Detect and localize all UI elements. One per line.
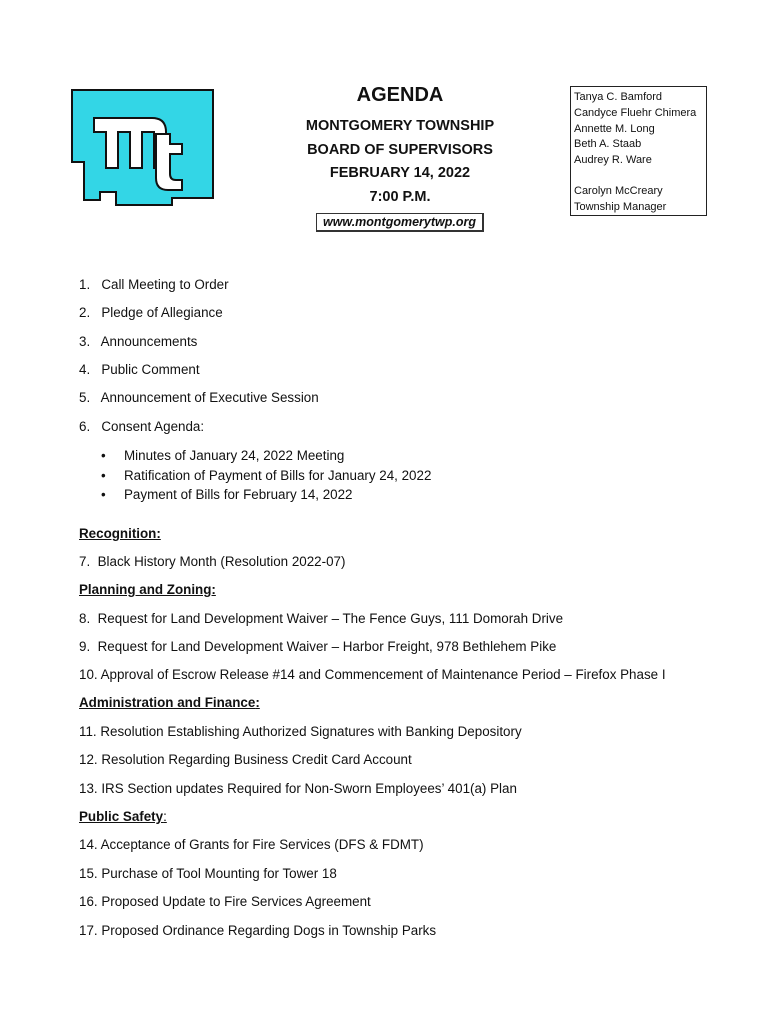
agenda-item: 2. Pledge of Allegiance xyxy=(79,305,223,320)
agenda-item: 10. Approval of Escrow Release #14 and Commencement of Maintenance Period – Firefox Phase I xyxy=(79,667,666,682)
supervisor-name: Tanya C. Bamford xyxy=(574,91,663,103)
meeting-time: 7:00 P.M. xyxy=(369,188,431,205)
agenda-item: 1. Call Meeting to Order xyxy=(79,277,229,292)
consent-bullet: • Minutes of January 24, 2022 Meeting xyxy=(101,448,345,463)
agenda-item: 11. Resolution Establishing Authorized Signatures with Banking Depository xyxy=(79,724,522,739)
supervisor-name: Annette M. Long xyxy=(574,122,655,135)
section-heading-recognition: Recognition: xyxy=(79,526,161,541)
agenda-item: 5. Announcement of Executive Session xyxy=(79,390,319,405)
township-name: MONTGOMERY TOWNSHIP xyxy=(305,118,495,134)
section-heading-public-safety: Public Safety: xyxy=(79,809,167,824)
agenda-item: 13. IRS Section updates Required for Non-Sworn Employees’ 401(a) Plan xyxy=(79,781,517,796)
agenda-header xyxy=(270,84,530,232)
montgomery-township-mt-logo-icon xyxy=(70,88,215,208)
agenda-item: 6. Consent Agenda: xyxy=(79,419,205,434)
agenda-item: 8. Request for Land Development Waiver – The Fence Guys, 111 Domorah Drive xyxy=(79,611,564,626)
agenda-item: 4. Public Comment xyxy=(79,362,200,377)
agenda-item: 14. Acceptance of Grants for Fire Services (DFS & FDMT) xyxy=(79,837,424,852)
agenda-item: 3. Announcements xyxy=(79,334,198,349)
agenda-item: 7. Black History Month (Resolution 2022-07) xyxy=(79,554,346,569)
website-link[interactable]: www.montgomerytwp.org xyxy=(316,213,484,232)
manager-name: Carolyn McCreary xyxy=(574,184,663,197)
agenda-item: 17. Proposed Ordinance Regarding Dogs in Township Parks xyxy=(79,923,437,938)
supervisor-name: Beth A. Staab xyxy=(574,138,642,151)
meeting-date: FEBRUARY 14, 2022 xyxy=(329,165,471,181)
section-heading-administration: Administration and Finance: xyxy=(79,695,260,710)
board-members-box xyxy=(570,86,707,216)
board-name: BOARD OF SUPERVISORS xyxy=(307,141,493,158)
page-title: AGENDA xyxy=(356,84,444,106)
agenda-item: 15. Purchase of Tool Mounting for Tower 18 xyxy=(79,866,337,881)
agenda-item: 9. Request for Land Development Waiver – Harbor Freight, 978 Bethlehem Pike xyxy=(79,639,557,654)
supervisor-name: Candyce Fluehr Chimera xyxy=(574,106,697,119)
consent-bullet: • Payment of Bills for February 14, 2022 xyxy=(101,487,353,502)
supervisor-name: Audrey R. Ware xyxy=(574,154,652,167)
agenda-item: 16. Proposed Update to Fire Services Agreement xyxy=(79,894,371,909)
agenda-item: 12. Resolution Regarding Business Credit Card Account xyxy=(79,752,412,767)
section-heading-planning: Planning and Zoning: xyxy=(79,582,216,597)
manager-title: Township Manager xyxy=(574,200,667,213)
consent-bullet: • Ratification of Payment of Bills for January 24, 2022 xyxy=(101,468,432,483)
